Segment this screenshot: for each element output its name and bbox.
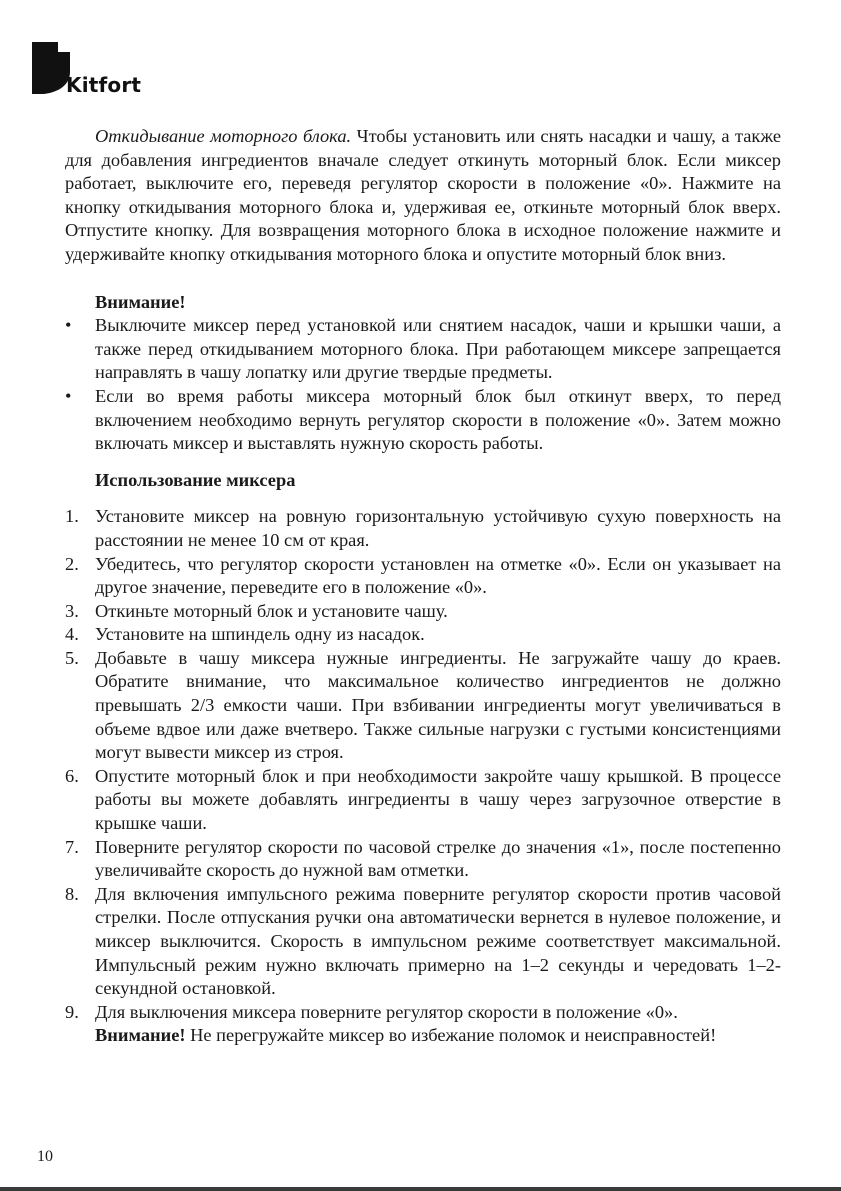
step-text: Для включения импульсного режима поверните регулятор скорости против часовой стрелки. После отпускания ручки она автоматически вернется в нулевое положение, и миксер выключится. Скорость в импульсном режиме соответствует максимальной. Импульсный режим нужно включать примерно на 1–2 секунды и чередовать 1–2-секундной остановкой. — [95, 883, 781, 999]
warning-item — [65, 314, 781, 385]
bullet-marker: • — [65, 385, 72, 406]
step-number: 1. — [65, 506, 79, 527]
step-number: 8. — [65, 883, 79, 904]
step-text: Опустите моторный блок и при необходимости закройте чашу крышкой. В процессе работы вы можете добавлять ингредиенты в чашу через загрузочное отверстие в крышке чаши. — [95, 765, 781, 834]
warning-heading: Внимание! — [95, 291, 186, 312]
brand-logo — [32, 42, 192, 102]
step-text: Установите миксер на ровную горизонтальную устойчивую сухую поверхность на расстоянии не менее 10 см от края. — [95, 506, 781, 550]
step-number: 4. — [65, 624, 79, 645]
usage-step — [65, 600, 781, 624]
usage-step — [65, 623, 781, 647]
step-number: 5. — [65, 647, 79, 668]
brand-name: Kitfort — [66, 73, 142, 97]
step-number: 2. — [65, 553, 79, 574]
usage-heading: Использование миксера — [95, 469, 296, 490]
final-warning-text: Не перегружайте миксер во избежание поломок и неисправностей! — [185, 1025, 717, 1046]
warning-item-text: Если во время работы миксера моторный блок был откинут вверх, то перед включением необходимо вернуть регулятор скорости в положение «0». Затем можно включать миксер и выставлять нужную скорость работы. — [95, 385, 781, 454]
bullet-marker: • — [65, 315, 72, 336]
intro-title: Откидывание моторного блока. — [95, 126, 352, 146]
usage-step — [65, 765, 781, 836]
page-number: 10 — [37, 1148, 53, 1165]
usage-step — [65, 553, 781, 600]
page-bottom-border — [0, 1187, 841, 1191]
manual-content — [65, 125, 781, 1048]
usage-step — [65, 883, 781, 1001]
step-number: 9. — [65, 1001, 79, 1022]
usage-step — [65, 836, 781, 883]
step-number: 6. — [65, 765, 79, 786]
usage-step — [65, 505, 781, 552]
warning-item — [65, 385, 781, 456]
step-number: 7. — [65, 836, 79, 857]
step-text: Убедитесь, что регулятор скорости установлен на отметке «0». Если он указывает на другое значение, переведите его в положение «0». — [95, 553, 781, 598]
warning-list — [65, 314, 781, 456]
usage-step — [65, 647, 781, 765]
usage-step — [65, 1001, 781, 1048]
usage-steps — [65, 505, 781, 1048]
warning-item-text: Выключите миксер перед установкой или снятием насадок, чаши и крышки чаши, а также перед откидыванием моторного блока. При работающем миксере запрещается направлять в чашу лопатку или другие твердые предметы. — [95, 315, 781, 383]
step-text: Для выключения миксера поверните регулятор скорости в положение «0». — [95, 1001, 678, 1022]
step-number: 3. — [65, 600, 79, 621]
step-text: Добавьте в чашу миксера нужные ингредиенты. Не загружайте чашу до краев. Обратите внимание, что максимальное количество ингредиентов не должно превышать 2/3 емкости чаши. При взбивании ингредиенты могут увеличиваться в объеме вдвое или даже вчетверо. Также сильные нагрузки с густыми консистенциями могут вывести миксер из строя. — [95, 647, 781, 763]
intro-paragraph — [65, 125, 781, 267]
final-warning-label: Внимание! — [95, 1025, 186, 1046]
step-text: Откиньте моторный блок и установите чашу. — [95, 600, 448, 621]
step-text: Поверните регулятор скорости по часовой стрелке до значения «1», после постепенно увеличивайте скорость до нужной вам отметки. — [95, 836, 781, 881]
step-text: Установите на шпиндель одну из насадок. — [95, 624, 425, 645]
intro-text: Чтобы установить или снять насадки и чашу, а также для добавления ингредиентов вначале следует откинуть моторный блок. Если миксер работает, выключите его, переведя регулятор скорости в положение «0». Нажмите на кнопку откидывания моторного блока и, удерживая ее, откиньте моторный блок вверх. Отпустите кнопку. Для возвращения моторного блока в исходное положение нажмите и удерживайте кнопку откидывания моторного блока и опустите моторный блок вниз. — [65, 126, 781, 264]
